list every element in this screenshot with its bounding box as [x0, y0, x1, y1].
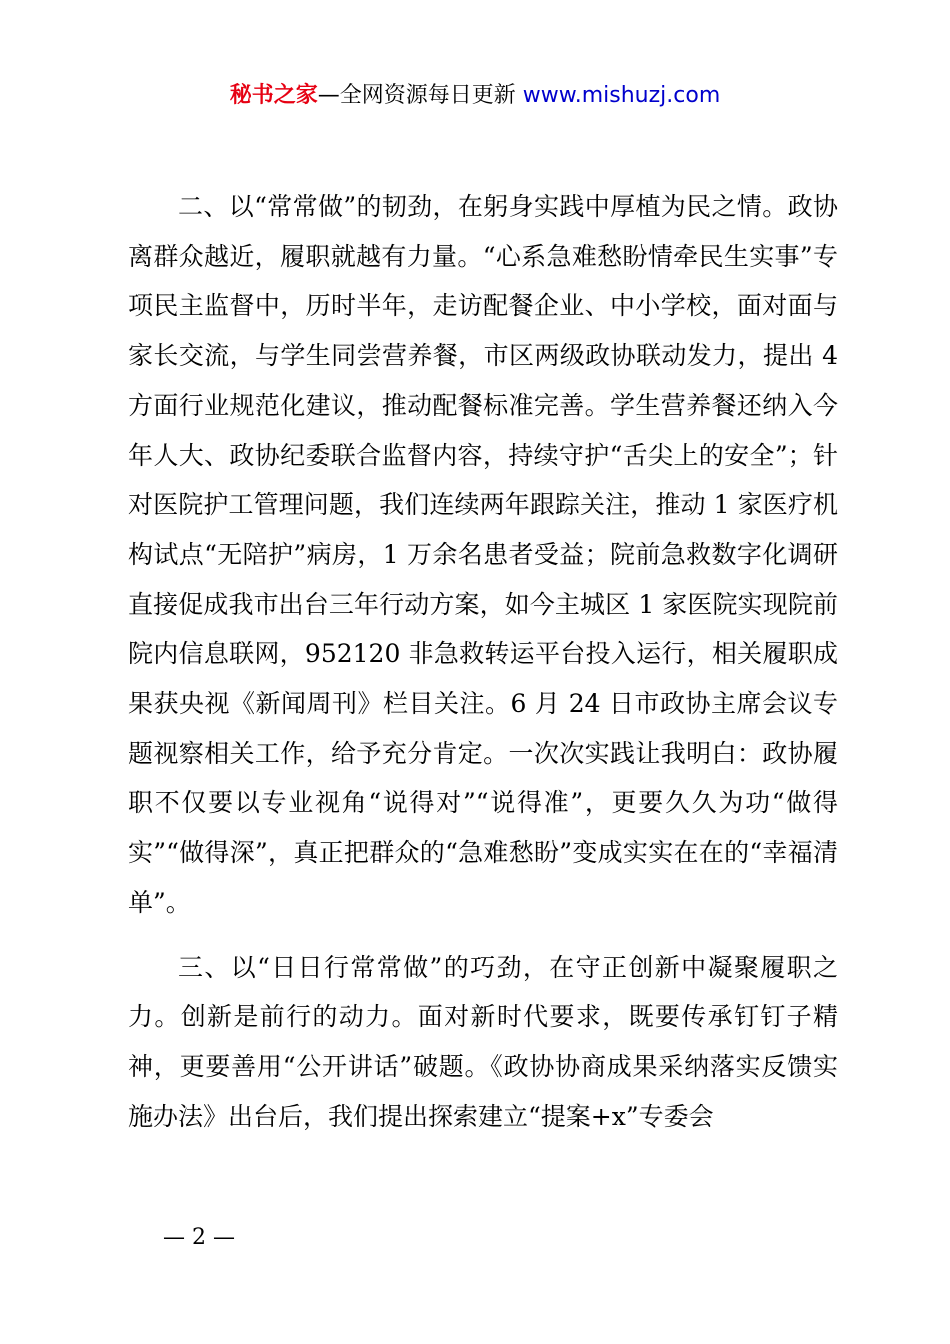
- paragraph-section-two: 二、以“常常做”的韧劲，在躬身实践中厚植为民之情。政协离群众越近，履职就越有力量。“心系急难愁盼情牵民生实事”专项民主监督中，历时半年，走访配餐企业、中小学校，面对面与家长交流，与学生同尝营养餐，市区两级政协联动发力，提出 4 方面行业规范化建议，推动配餐标准完善。学生营养餐还纳入今年人大、政协纪委联合监督内容，持续守护“舌尖上的安全”；针对医院护工管理问题，我们连续两年跟踪关注，推动 1 家医疗机构试点“无陪护”病房，1 万余名患者受益；院前急救数字化调研直接促成我市出台三年行动方案，如今主城区 1 家医院实现院前院内信息联网，952120 非急救转运平台投入运行，相关履职成果获央视《新闻周刊》栏目关注。6 月 24 日市政协主席会议专题视察相关工作，给予充分肯定。一次次实践让我明白：政协履职不仅要以专业视角“说得对”“说得准”，更要久久为功“做得实”“做得深”，真正把群众的“急难愁盼”变成实实在在的“幸福清单”。: [128, 192, 838, 917]
- site-brand: 秘书之家: [229, 83, 318, 108]
- site-url[interactable]: www.mishuzj.com: [522, 83, 721, 108]
- document-body: [128, 182, 838, 1141]
- page-number: — 2 —: [163, 1225, 235, 1250]
- site-header: [0, 80, 950, 112]
- paragraph-section-three: 三、以“日日行常常做”的巧劲，在守正创新中凝聚履职之力。创新是前行的动力。面对新时代要求，既要传承钉钉子精神，更要善用“公开讲话”破题。《政协协商成果采纳落实反馈实施办法》出台后，我们提出探索建立“提案+x”专委会: [128, 952, 838, 1131]
- site-tagline: —全网资源每日更新: [317, 83, 516, 108]
